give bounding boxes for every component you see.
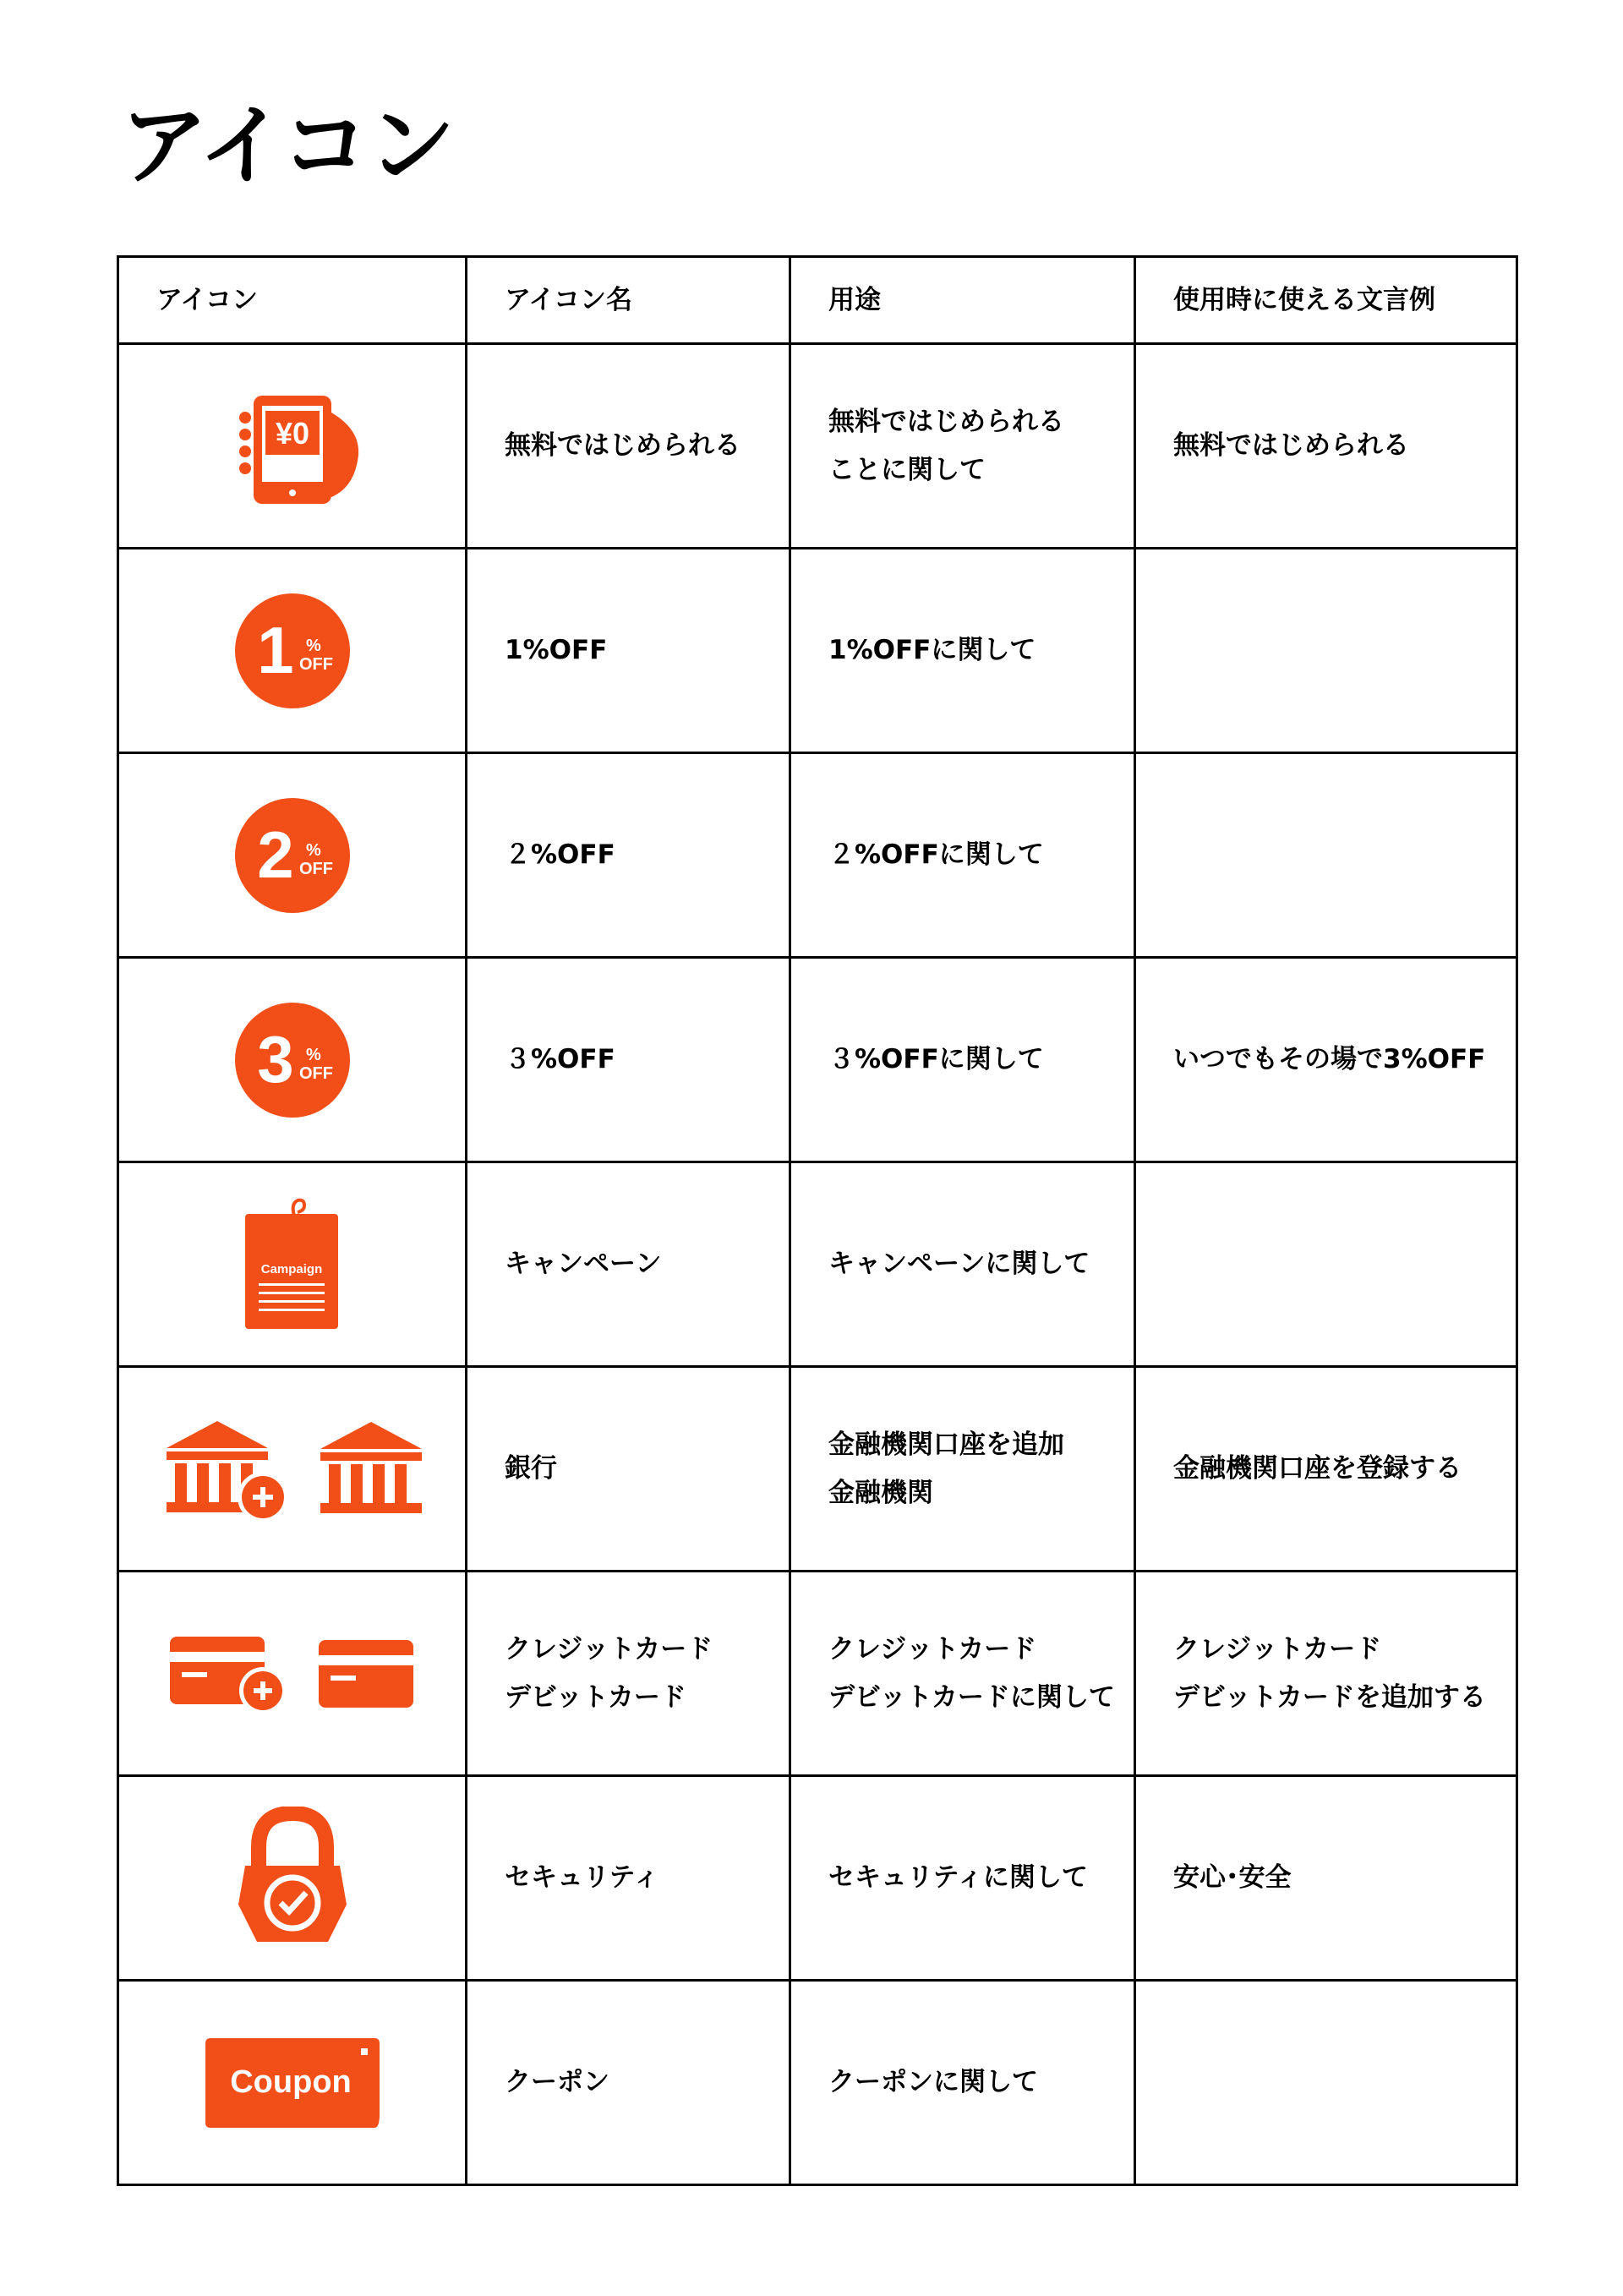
icon-name: 無料ではじめられる	[505, 430, 740, 461]
svg-text:OFF: OFF	[298, 1063, 333, 1083]
example-empty	[1135, 1981, 1517, 2185]
example-text: 安心･安全	[1173, 1862, 1292, 1893]
example-empty	[1135, 549, 1517, 753]
header-icon-name: アイコン名	[467, 257, 790, 344]
usage-line: クレジットカード	[828, 1633, 1037, 1665]
svg-text:%: %	[305, 1045, 321, 1064]
example-text: デビットカードを追加する	[1173, 1681, 1486, 1713]
campaign-icon	[242, 1197, 343, 1332]
svg-text:3: 3	[256, 1021, 294, 1096]
usage-line: 金融機関	[828, 1477, 933, 1508]
svg-text:%: %	[305, 840, 321, 860]
usage-line: キャンペーンに関して	[828, 1249, 1090, 1279]
example-empty	[1135, 753, 1517, 958]
page-title: アイコン	[120, 94, 454, 197]
icon-name: 銀行	[505, 1453, 557, 1484]
usage-line: ３%OFFに関して	[828, 1044, 1044, 1074]
icon-name: クレジットカード	[505, 1633, 713, 1665]
bank-icon	[320, 1419, 422, 1520]
header-icon: アイコン	[118, 257, 467, 344]
two-percent-off-icon	[233, 796, 352, 915]
icon-name: デビットカード	[505, 1681, 686, 1713]
table-row	[118, 1981, 1517, 2185]
credit-card-add-icon	[170, 1632, 288, 1716]
example-text: クレジットカード	[1173, 1633, 1382, 1665]
usage-line: セキュリティに関して	[828, 1862, 1088, 1893]
example-text: いつでもその場で3%OFF	[1173, 1044, 1486, 1074]
table-row	[118, 1367, 1517, 1572]
three-percent-off-icon	[233, 1001, 352, 1119]
table-row	[118, 753, 1517, 958]
usage-line: 金融機関口座を追加	[828, 1429, 1064, 1460]
table-row	[118, 1572, 1517, 1776]
icon-name: ３%OFF	[505, 1044, 615, 1074]
example-text: 無料ではじめられる	[1173, 430, 1409, 461]
svg-text:¥0: ¥0	[275, 415, 309, 451]
svg-text:%: %	[305, 636, 321, 655]
table-row	[118, 344, 1517, 549]
icon-name: キャンペーン	[505, 1249, 662, 1279]
table-header-row	[118, 257, 1517, 344]
table-row	[118, 549, 1517, 753]
usage-line: ことに関して	[828, 454, 986, 485]
credit-card-icon	[319, 1638, 415, 1709]
table-row	[118, 1162, 1517, 1367]
usage-line: 無料ではじめられる	[828, 406, 1064, 437]
usage-line: 1%OFFに関して	[828, 635, 1036, 665]
icon-name: クーポン	[505, 2067, 609, 2097]
icon-name: 1%OFF	[505, 635, 608, 665]
icon-name: セキュリティ	[505, 1862, 659, 1893]
bank-add-icon	[163, 1414, 290, 1524]
svg-text:1: 1	[256, 612, 294, 687]
svg-text:OFF: OFF	[298, 859, 333, 878]
svg-text:OFF: OFF	[298, 654, 333, 674]
header-usage: 用途	[790, 257, 1135, 344]
svg-text:Coupon: Coupon	[229, 2064, 352, 2100]
header-example: 使用時に使える文言例	[1135, 257, 1517, 344]
free-start-phone-icon	[225, 387, 360, 506]
table-row	[118, 1776, 1517, 1981]
table-row	[118, 958, 1517, 1162]
one-percent-off-icon	[233, 592, 352, 710]
svg-text:Campaign: Campaign	[260, 1261, 322, 1276]
usage-line: クーポンに関して	[828, 2067, 1038, 2097]
example-empty	[1135, 1162, 1517, 1367]
icon-name: ２%OFF	[505, 839, 615, 870]
svg-text:2: 2	[256, 817, 294, 892]
example-text: 金融機関口座を登録する	[1173, 1453, 1462, 1484]
icon-table	[117, 255, 1518, 2186]
usage-line: ２%OFFに関して	[828, 839, 1044, 870]
security-lock-icon	[233, 1807, 352, 1950]
usage-line: デビットカードに関して	[828, 1681, 1115, 1713]
coupon-icon	[204, 2036, 381, 2129]
